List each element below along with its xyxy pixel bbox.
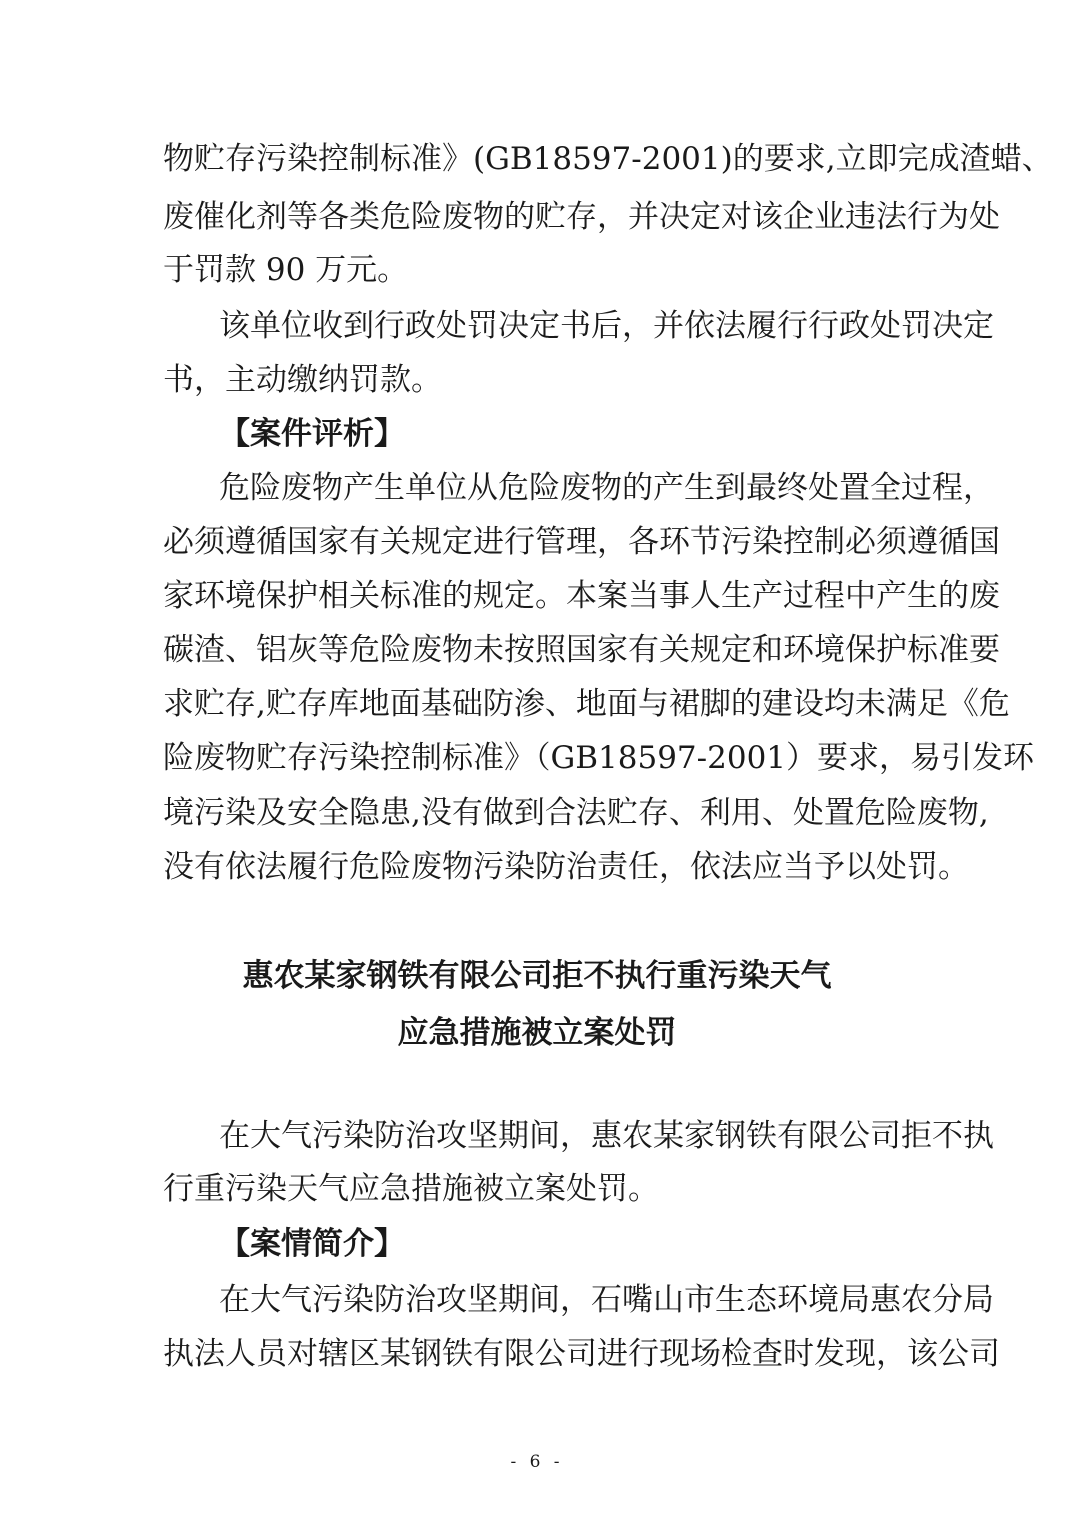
body-text-line: 求贮存,贮存库地面基础防渗、地面与裙脚的建设均未满足《危: [163, 686, 1010, 722]
body-text-line: 险废物贮存污染控制标准》（GB18597-2001）要求，易引发环: [163, 740, 1035, 776]
case-title-line: 应急措施被立案处罚: [397, 1015, 677, 1051]
case-title-line: 惠农某家钢铁有限公司拒不执行重污染天气: [242, 958, 832, 994]
body-text-line: 书，主动缴纳罚款。: [163, 362, 442, 398]
body-text-line: 危险废物产生单位从危险废物的产生到最终处置全过程，: [219, 470, 994, 506]
body-text-line: 在大气污染防治攻坚期间，惠农某家钢铁有限公司拒不执: [219, 1118, 994, 1154]
body-text-line: 该单位收到行政处罚决定书后，并依法履行行政处罚决定: [219, 308, 994, 344]
section-heading-analysis: 【案件评析】: [219, 416, 405, 452]
body-text-line: 废催化剂等各类危险废物的贮存，并决定对该企业违法行为处: [163, 199, 1000, 235]
body-text-line: 家环境保护相关标准的规定。本案当事人生产过程中产生的废: [163, 578, 1000, 614]
section-heading-summary: 【案情简介】: [219, 1226, 405, 1262]
body-text-line: 执法人员对辖区某钢铁有限公司进行现场检查时发现，该公司: [163, 1336, 1000, 1372]
body-text-line: 境污染及安全隐患,没有做到合法贮存、利用、处置危险废物,: [163, 795, 989, 831]
body-text-line: 碳渣、铝灰等危险废物未按照国家有关规定和环境保护标准要: [163, 632, 1000, 668]
body-text-line: 物贮存污染控制标准》(GB18597-2001)的要求,立即完成渣蜡、: [163, 141, 1053, 177]
body-text-line: 行重污染天气应急措施被立案处罚。: [163, 1171, 659, 1207]
body-text-line: 在大气污染防治攻坚期间，石嘴山市生态环境局惠农分局: [219, 1282, 994, 1318]
body-text-line: 必须遵循国家有关规定进行管理，各环节污染控制必须遵循国: [163, 524, 1000, 560]
body-text-line: 没有依法履行危险废物污染防治责任，依法应当予以处罚。: [163, 849, 969, 885]
body-text-line: 于罚款 90 万元。: [163, 252, 409, 288]
page-number: - 6 -: [510, 1452, 564, 1472]
